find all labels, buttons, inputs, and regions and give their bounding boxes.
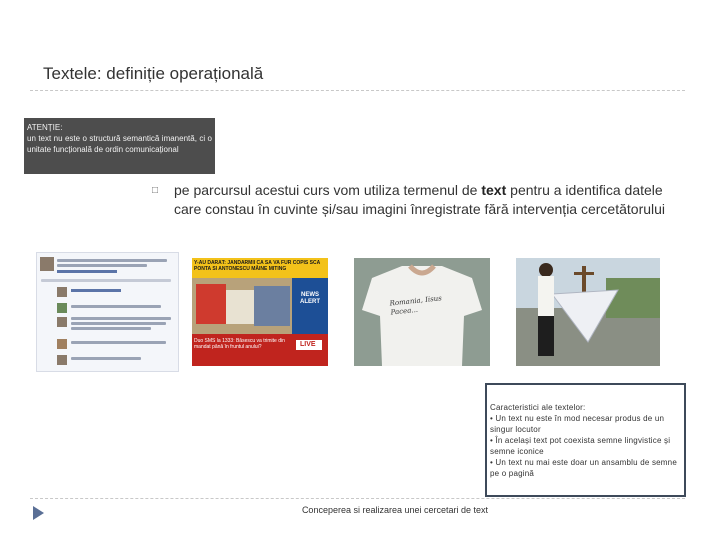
bullet-text-start: pe parcursul acestui curs vom utiliza termenul de: [174, 182, 482, 198]
bullet-text: [174, 181, 687, 219]
characteristic-item: • Un text nu mai este doar un ansamblu de semne pe o pagină: [490, 458, 677, 478]
fb-text-line: [71, 357, 141, 360]
fb-avatar: [40, 257, 54, 271]
fb-text-line: [71, 341, 166, 344]
tshirt-text: Romania, Iisus Pacea...: [389, 294, 443, 317]
fb-avatar: [57, 303, 67, 313]
slide-title: Textele: definiție operațională: [43, 64, 264, 83]
fb-text-line: [71, 317, 171, 320]
note-body: un text nu este o structură semantică imanentă, ci o unitate funcțională de ordin comunicațional: [27, 134, 212, 154]
tshirt-photo: [354, 258, 490, 366]
fb-text-line: [57, 259, 167, 262]
fb-avatar: [57, 355, 67, 365]
footer-text: Conceperea si realizarea unei cercetari de text: [301, 505, 489, 515]
protest-photo: [516, 258, 660, 366]
fb-text-line: [71, 327, 151, 330]
tv-live-label: LIVE: [300, 341, 316, 348]
fb-text-line: [41, 279, 171, 282]
tv-headline: Y-AU DĂRÂT: JANDARMII CA SĂ VA FUR COPIS SCA PONTA SI ANTONESCU MÂINE MITING: [194, 260, 321, 272]
top-divider: [30, 90, 685, 91]
fb-avatar: [57, 287, 67, 297]
note-heading: ATENȚIE:: [27, 123, 63, 132]
fb-avatar: [57, 339, 67, 349]
bullet-text-end: pentru a identifica datele care constau în cuvinte și/sau imagini înregistrate fără intervenția cercetătorului: [174, 182, 666, 217]
protest-graphic: [516, 258, 660, 366]
fb-link-line: [57, 270, 117, 273]
tv-news-image: [192, 258, 328, 366]
characteristic-item-text: • În același text pot coexista semne lingvistice și semne iconice: [490, 436, 671, 456]
facebook-post-image: [36, 252, 179, 372]
characteristics-title: Caracteristici ale textelor:: [490, 403, 586, 412]
fb-text-line: [71, 322, 166, 325]
fb-avatar: [57, 317, 67, 327]
bottom-divider: [30, 498, 685, 499]
bullet-icon: □: [152, 185, 159, 196]
characteristic-item: [490, 435, 680, 457]
main-bullet: [152, 181, 687, 219]
fb-text-line: [57, 264, 147, 267]
bullet-text-bold: text: [481, 182, 507, 198]
tv-bottom-ticker: Duo SMS la 1333: Băsescu va trimite din mandat până în fruntul anului?: [194, 338, 285, 350]
fb-text-line: [71, 305, 161, 308]
tv-news-badge: NEWS ALERT: [300, 292, 320, 305]
characteristics-text: [490, 402, 680, 479]
attention-note: [24, 118, 215, 174]
characteristic-item: • Un text nu este în mod necesar produs de un singur locutor: [490, 414, 665, 434]
fb-link-line: [71, 289, 121, 292]
